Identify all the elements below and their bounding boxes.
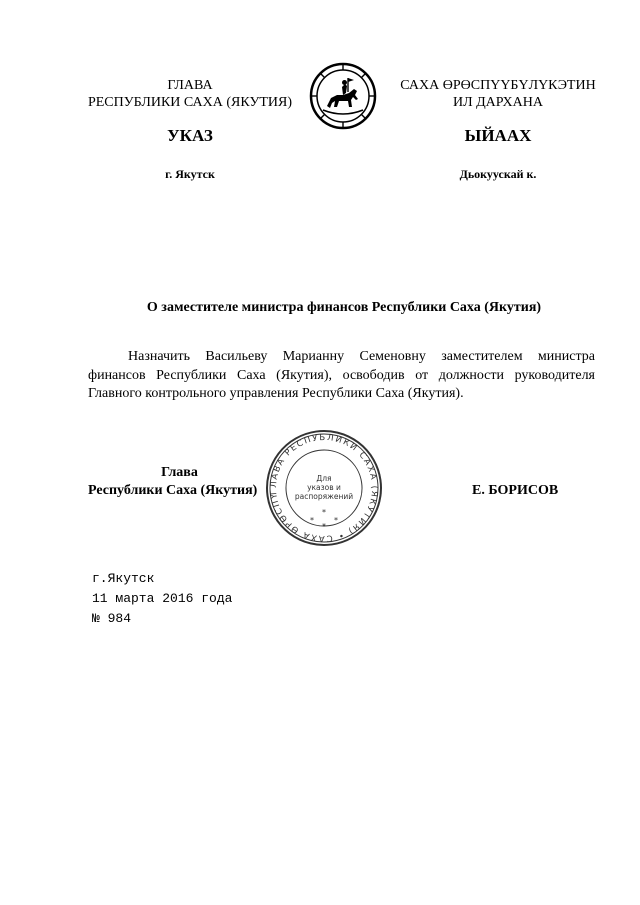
city-ru: г. Якутск	[165, 167, 215, 181]
official-stamp	[262, 428, 386, 548]
header-left-line1: ГЛАВА	[167, 78, 213, 93]
body-paragraph-text: Назначить Васильеву Марианну Семеновну заместителем министра финансов Республики Саха (Якутия), освободив от должности руководителя Главного контрольного управления Республики Саха (Якутия).	[88, 349, 595, 401]
svg-text:*: *	[322, 522, 326, 531]
city-sakha: Дьокуускай к.	[459, 167, 537, 181]
footer-city: г.Якутск	[92, 571, 155, 586]
stamp-inner-line2: указов и	[307, 483, 341, 492]
header-left-line2: РЕСПУБЛИКИ САХА (ЯКУТИЯ)	[87, 95, 293, 110]
header-left	[80, 77, 300, 111]
stamp-inner-line1: Для	[316, 474, 332, 483]
document-title: О заместителе министра финансов Республики Саха (Якутия)	[146, 300, 542, 315]
stamp-inner-line3: распоряжений	[294, 492, 354, 501]
footer-number: № 984	[92, 611, 132, 626]
signature-title-line1: Глава	[161, 465, 198, 480]
doc-type-ru: УКАЗ	[167, 126, 213, 145]
stamp-outer-text: ГЛАВА РЕСПУБЛИКИ САХА (ЯКУТИЯ) • САХА ӨРӨСПҮҮБҮЛҮКЭТИН	[268, 432, 380, 544]
doc-type-sakha: ЫЙААХ	[464, 126, 532, 145]
svg-text:*: *	[310, 516, 314, 525]
footer	[92, 569, 232, 629]
signature-title-line2: Республики Саха (Якутия)	[88, 483, 258, 498]
footer-date: 11 марта 2016 года	[92, 591, 233, 606]
svg-text:*: *	[334, 516, 338, 525]
header-right-line2: ИЛ ДАРХАНА	[452, 95, 543, 110]
header-right-line1: САХА ӨРӨСПҮҮБҮЛҮКЭТИН	[400, 78, 596, 93]
signature-name: Е. БОРИСОВ	[472, 483, 559, 498]
header-right	[388, 77, 608, 111]
svg-text:*: *	[322, 508, 326, 517]
coat-of-arms-emblem	[309, 62, 377, 130]
body-paragraph	[88, 348, 595, 404]
